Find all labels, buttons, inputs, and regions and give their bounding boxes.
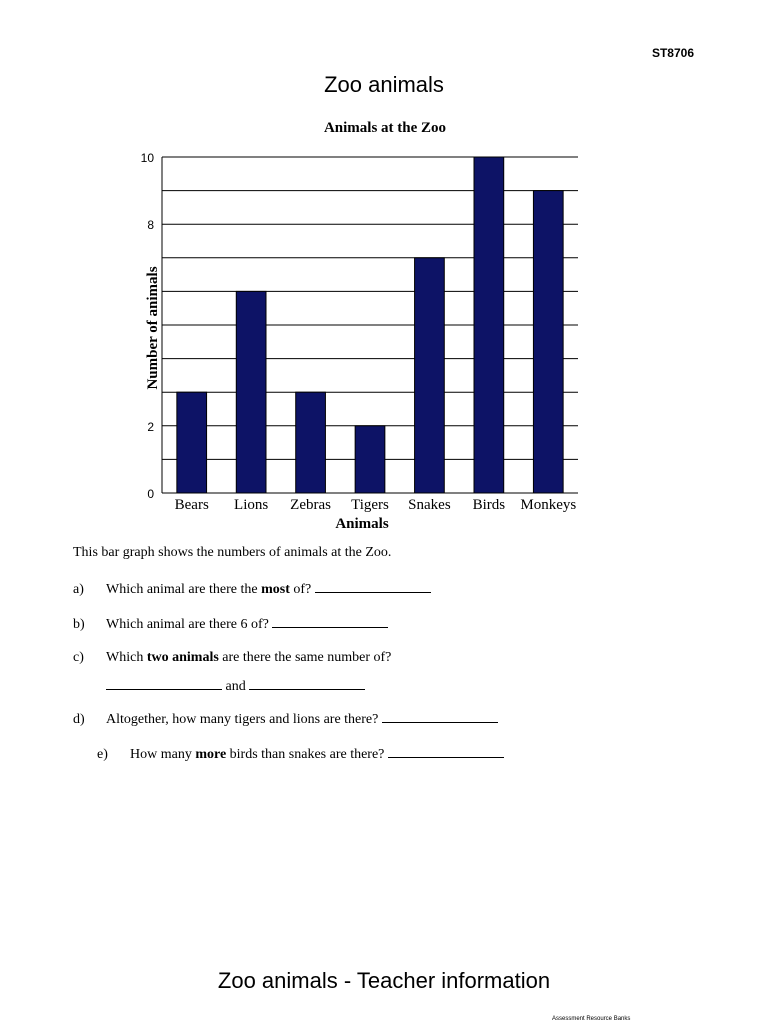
arb-logo: Assessment Resource Banks — [552, 1016, 631, 1022]
document-code: ST8706 — [651, 46, 694, 60]
question-d: d) Altogether, how many tigers and lions are there? — [73, 710, 498, 728]
y-tick-label: 8 — [147, 218, 154, 233]
question-e: e) How many more birds than snakes are there? — [97, 745, 504, 763]
bar-snakes — [415, 258, 445, 493]
y-axis-label: Number of animals — [145, 266, 161, 390]
chart-title: Animals at the Zoo — [323, 120, 447, 136]
bar-bears — [177, 392, 207, 493]
x-tick-label: Zebras — [290, 497, 331, 513]
answer-blank-c2[interactable] — [249, 677, 365, 690]
teacher-info-title: Zoo animals - Teacher information — [217, 968, 551, 993]
answer-blank-e[interactable] — [388, 745, 504, 758]
x-tick-label: Bears — [174, 497, 209, 513]
answer-blank-d[interactable] — [382, 710, 498, 723]
bar-monkeys — [533, 191, 563, 493]
answer-blank-b[interactable] — [272, 615, 388, 628]
x-axis-label: Animals — [335, 516, 389, 532]
x-tick-label: Lions — [234, 497, 269, 513]
question-c: c) Which two animals are there the same number of? — [73, 650, 392, 665]
bar-lions — [236, 291, 266, 493]
question-a: a) Which animal are there the most of? — [73, 580, 431, 598]
y-tick-label: 10 — [140, 151, 154, 165]
answer-blank-a[interactable] — [315, 580, 431, 593]
y-tick-label: 0 — [147, 487, 154, 501]
question-c-answers: and — [106, 677, 365, 695]
bar-chart — [0, 110, 768, 540]
intro-text: This bar graph shows the numbers of animals at the Zoo. — [73, 545, 392, 560]
answer-blank-c1[interactable] — [106, 677, 222, 690]
bar-birds — [474, 157, 504, 493]
question-b: b) Which animal are there 6 of? — [73, 615, 388, 633]
bar-zebras — [296, 392, 326, 493]
x-tick-label: Monkeys — [520, 497, 577, 513]
x-tick-label: Tigers — [351, 497, 389, 513]
x-tick-label: Birds — [472, 497, 506, 513]
page-title: Zoo animals — [324, 72, 444, 97]
x-tick-label: Snakes — [408, 497, 451, 513]
bar-tigers — [355, 426, 385, 493]
y-tick-label: 2 — [147, 419, 154, 434]
